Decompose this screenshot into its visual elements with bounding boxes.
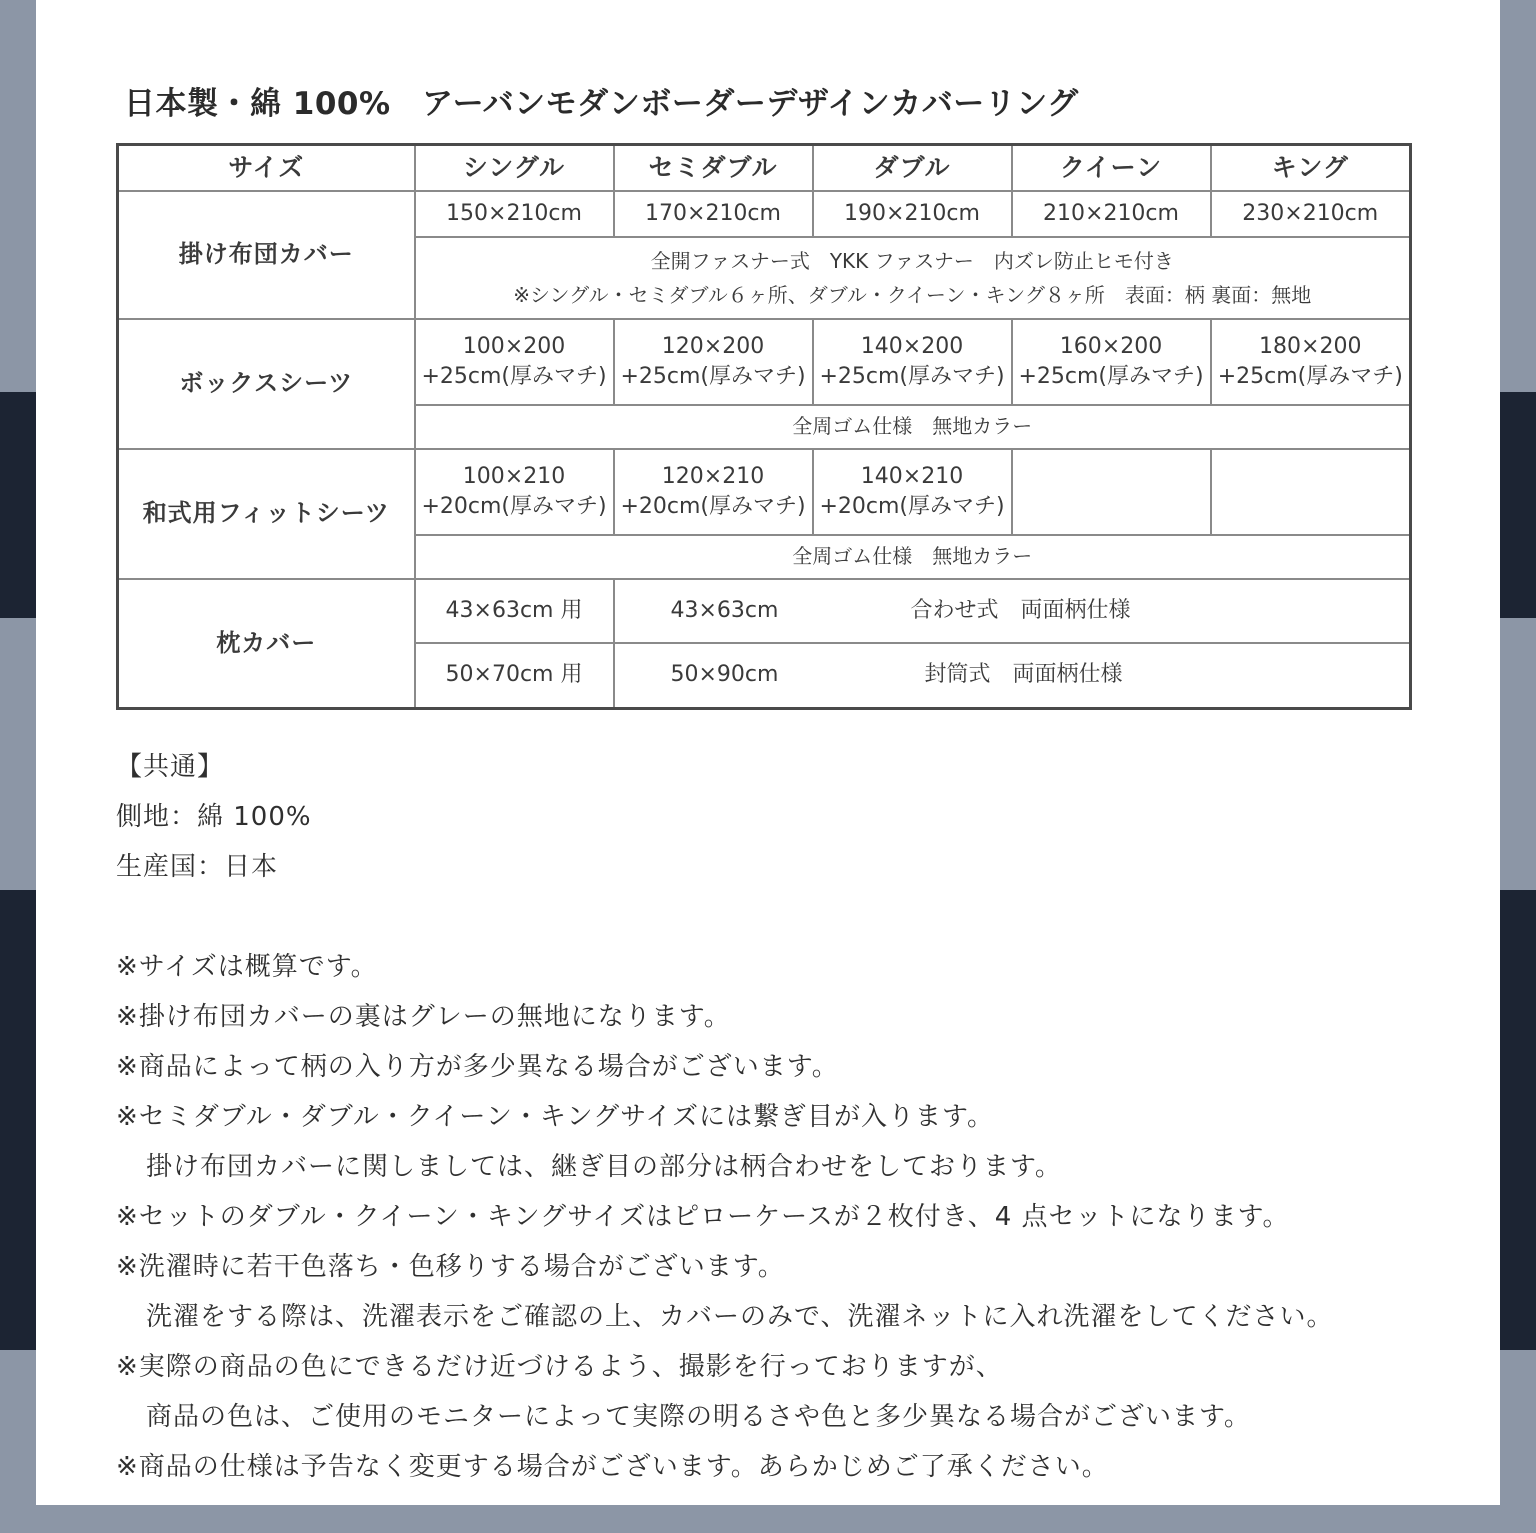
table-cell [813, 449, 1012, 535]
table-cell [614, 449, 813, 535]
duvet-note-line2: ※シングル・セミダブル６ヶ所、ダブル・クイーン・キング８ヶ所 表面：柄 裏面：無地 [513, 282, 1312, 307]
header-single: シングル [415, 145, 614, 191]
table-row [118, 449, 1411, 535]
table-cell: 210×210cm [1012, 191, 1211, 237]
cell-extra: +25cm(厚みマチ) [620, 363, 806, 389]
table-cell: 190×210cm [813, 191, 1012, 237]
note-item: ※掛け布団カバーの裏はグレーの無地になります。 [116, 1002, 731, 1032]
cell-extra: +25cm(厚みマチ) [819, 363, 1005, 389]
common-fabric: 側地：綿 100% [116, 802, 312, 832]
table-cell [415, 449, 614, 535]
header-semi-double: セミダブル [614, 145, 813, 191]
table-cell: 230×210cm [1211, 191, 1411, 237]
table-row [118, 319, 1411, 405]
pillow-for-cell: 43×63cm 用 [415, 579, 614, 643]
table-cell [1211, 319, 1411, 405]
note-item: ※実際の商品の色にできるだけ近づけるよう、撮影を行っておりますが、 [116, 1352, 1003, 1382]
row-label-box-sheet: ボックスシーツ [118, 319, 415, 449]
table-cell-empty [1012, 449, 1211, 535]
header-size: サイズ [118, 145, 415, 191]
table-cell [415, 319, 614, 405]
header-king: キング [1211, 145, 1411, 191]
note-item: ※セミダブル・ダブル・クイーン・キングサイズには繋ぎ目が入ります。 [116, 1102, 994, 1132]
cell-extra: +20cm(厚みマチ) [819, 493, 1005, 519]
common-heading: 【共通】 [116, 752, 225, 782]
box-sheet-note: 全周ゴム仕様 無地カラー [415, 405, 1411, 449]
table-row [118, 191, 1411, 237]
note-item: ※商品によって柄の入り方が多少異なる場合がございます。 [116, 1052, 839, 1082]
note-item: ※商品の仕様は予告なく変更する場合がございます。あらかじめご了承ください。 [116, 1452, 1109, 1482]
table-cell [813, 319, 1012, 405]
note-item: 掛け布団カバーに関しましては、継ぎ目の部分は柄合わせをしております。 [146, 1152, 1062, 1182]
cell-dimension: 160×200 [1059, 333, 1163, 359]
table-cell-empty [1211, 449, 1411, 535]
table-cell: 150×210cm [415, 191, 614, 237]
fit-sheet-note: 全周ゴム仕様 無地カラー [415, 535, 1411, 579]
header-double: ダブル [813, 145, 1012, 191]
page-title: 日本製・綿 100% アーバンモダンボーダーデザインカバーリング [124, 86, 1079, 122]
cell-dimension: 140×200 [860, 333, 964, 359]
table-cell [614, 319, 813, 405]
pillow-for-cell: 50×70cm 用 [415, 643, 614, 709]
cell-extra: +20cm(厚みマチ) [421, 493, 607, 519]
common-origin: 生産国：日本 [116, 852, 279, 882]
pillow-size: 50×90cm [670, 662, 779, 688]
note-item: ※洗濯時に若干色落ち・色移りする場合がございます。 [116, 1252, 785, 1282]
notes-section [116, 742, 1436, 1492]
pillow-type: 合わせ式 両面柄仕様 [910, 597, 1131, 623]
duvet-note-cell [415, 237, 1411, 319]
cell-dimension: 180×200 [1259, 333, 1362, 359]
duvet-note-line1: 全開ファスナー式 YKK ファスナー 内ズレ防止ヒモ付き [650, 248, 1174, 273]
pillow-size: 43×63cm [670, 597, 779, 623]
cell-extra: +25cm(厚みマチ) [1018, 363, 1204, 389]
row-label-pillow-cover: 枕カバー [118, 579, 415, 709]
cell-dimension: 100×200 [462, 333, 566, 359]
note-item: 商品の色は、ご使用のモニターによって実際の明るさや色と多少異なる場合がございます。 [146, 1402, 1251, 1432]
table-header-row [118, 145, 1411, 191]
table-cell [1012, 319, 1211, 405]
cell-dimension: 100×210 [462, 463, 566, 489]
size-spec-table [116, 143, 1412, 710]
note-item: ※セットのダブル・クイーン・キングサイズはピローケースが２枚付き、4 点セットになります。 [116, 1202, 1290, 1232]
pillow-spec-cell [614, 643, 1411, 709]
table-row [118, 579, 1411, 643]
note-item: ※サイズは概算です。 [116, 952, 378, 982]
note-item: 洗濯をする際は、洗濯表示をご確認の上、カバーのみで、洗濯ネットに入れ洗濯をしてください。 [146, 1302, 1334, 1332]
row-label-fit-sheet: 和式用フィットシーツ [118, 449, 415, 579]
cell-dimension: 120×210 [661, 463, 765, 489]
cell-dimension: 120×200 [661, 333, 765, 359]
cell-extra: +25cm(厚みマチ) [1217, 363, 1403, 389]
cell-dimension: 140×210 [860, 463, 964, 489]
row-label-duvet-cover: 掛け布団カバー [118, 191, 415, 319]
cell-extra: +20cm(厚みマチ) [620, 493, 806, 519]
pillow-spec-cell [614, 579, 1411, 643]
pillow-type: 封筒式 両面柄仕様 [924, 662, 1123, 688]
header-queen: クイーン [1012, 145, 1211, 191]
cell-extra: +25cm(厚みマチ) [421, 363, 607, 389]
spacer [116, 892, 1436, 942]
table-cell: 170×210cm [614, 191, 813, 237]
